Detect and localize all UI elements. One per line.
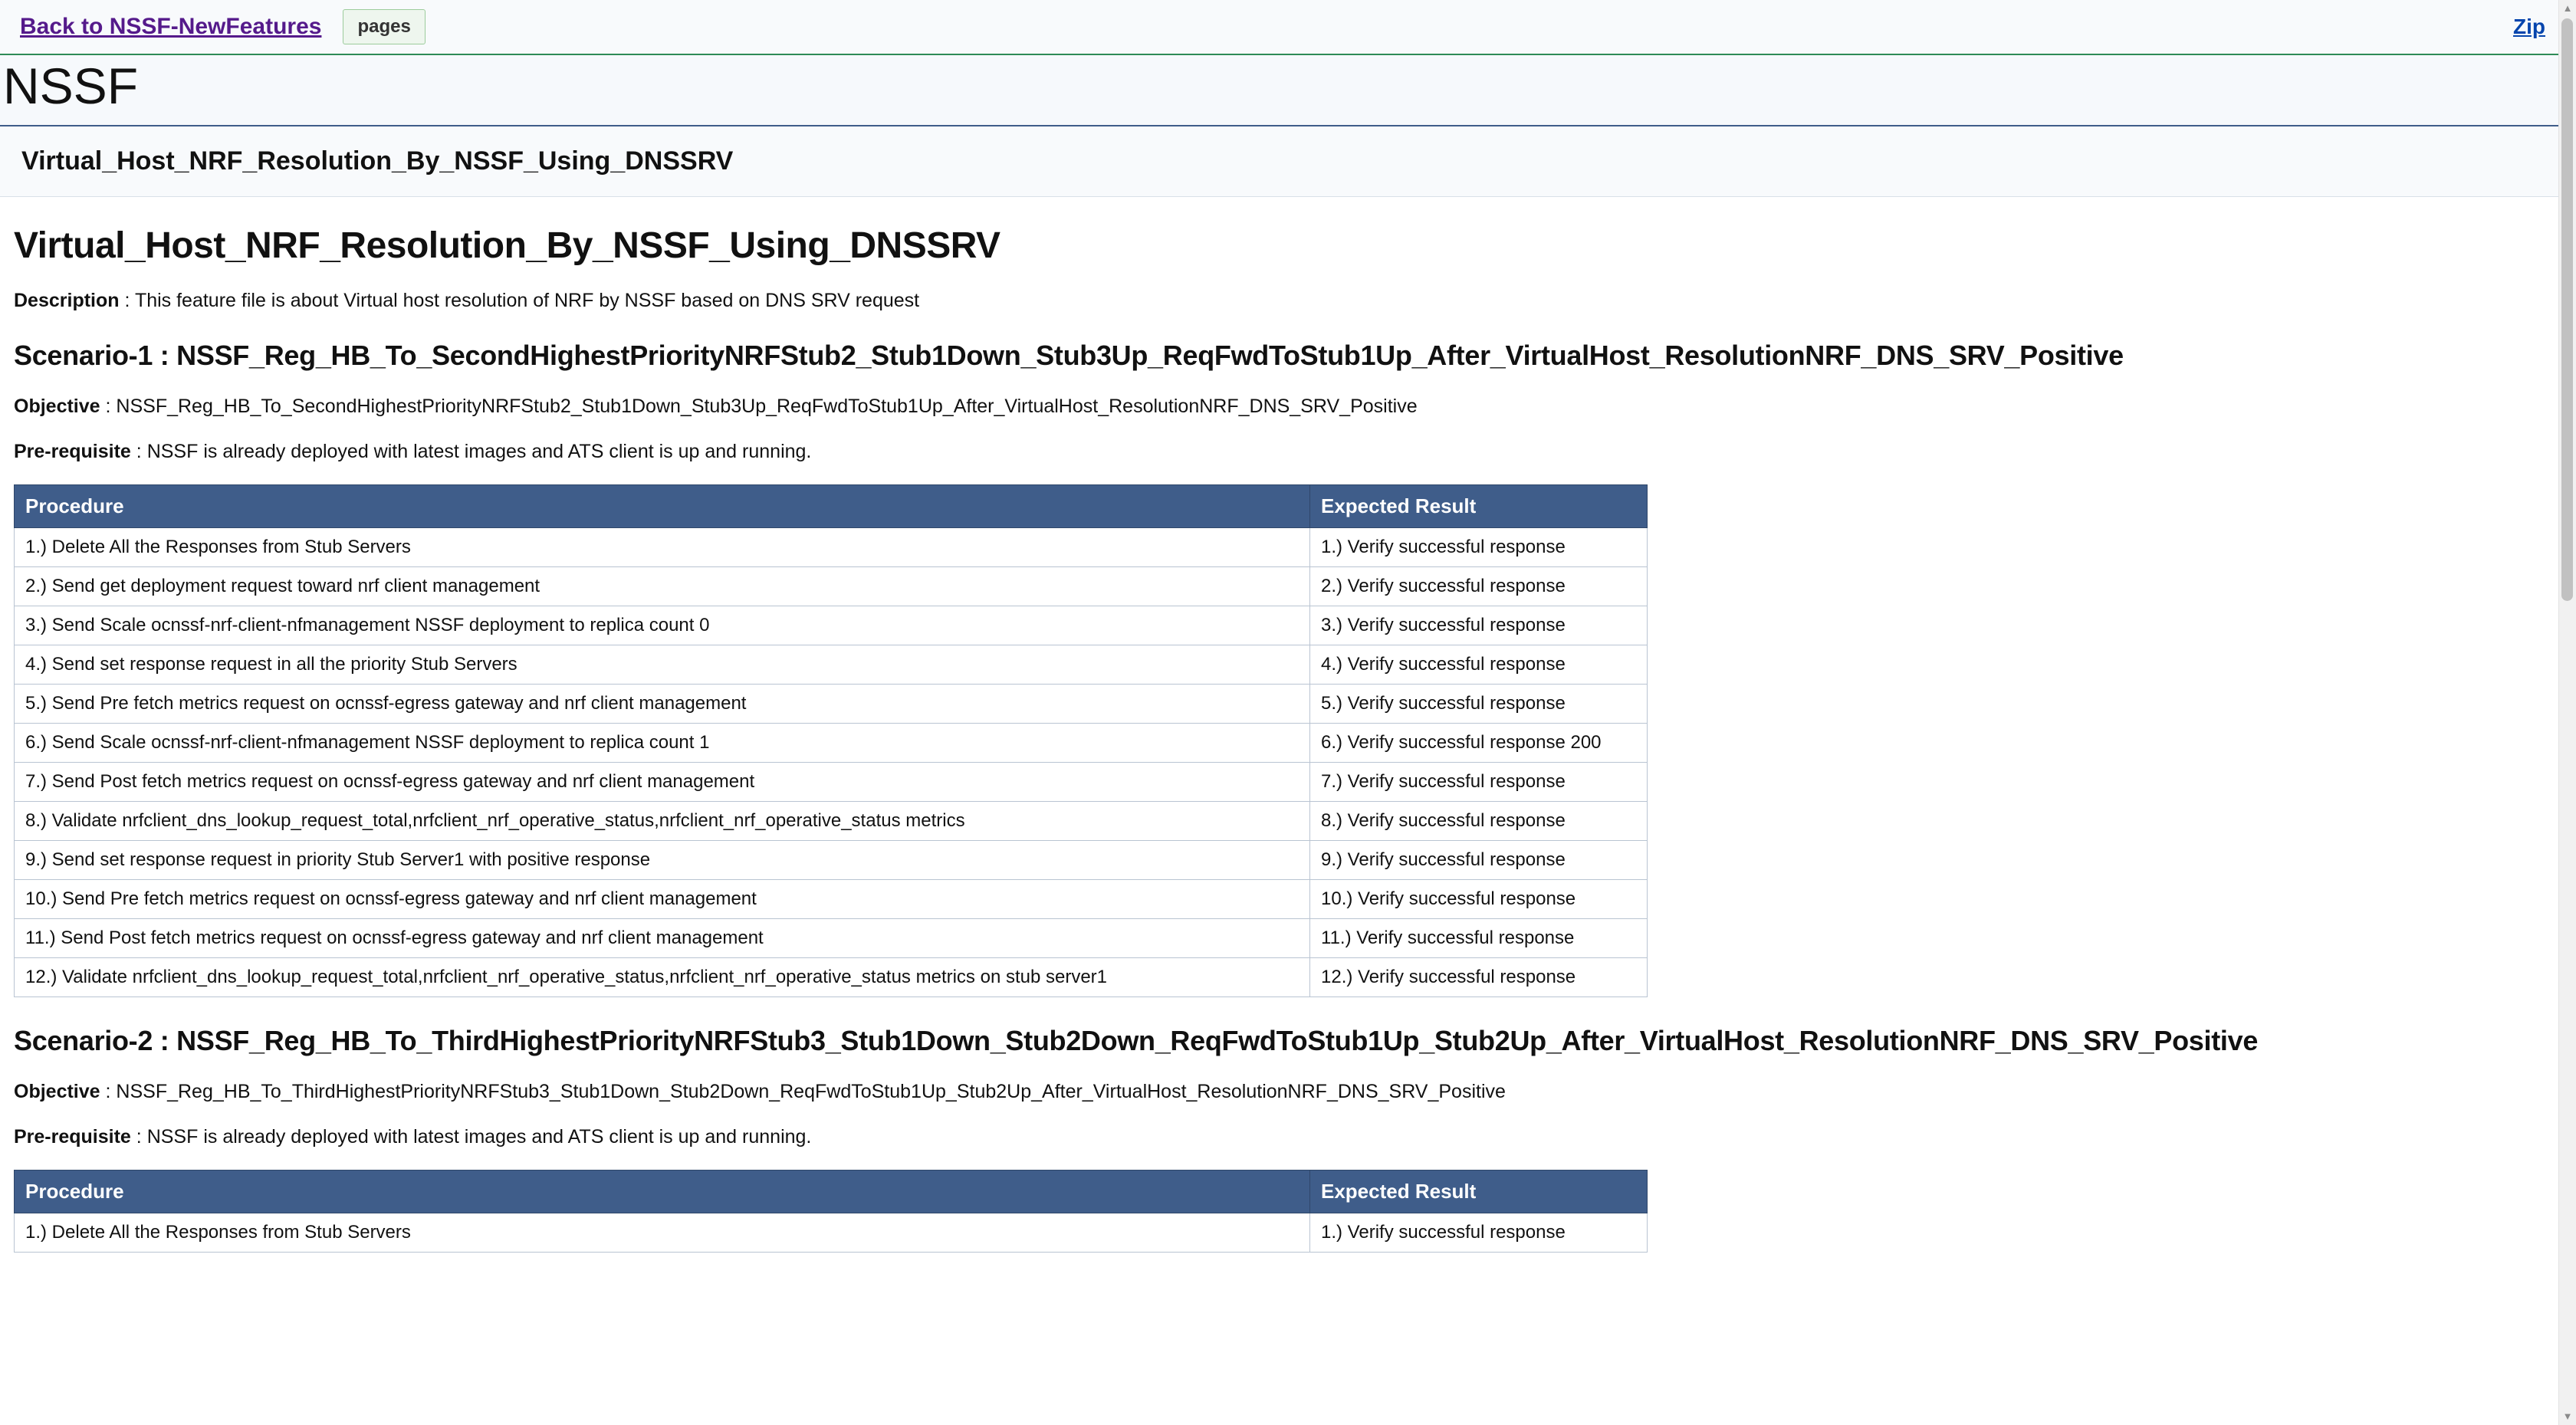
cell-procedure: 2.) Send get deployment request toward nrf client management <box>15 567 1310 606</box>
table-row <box>15 606 1648 645</box>
cell-procedure: 1.) Delete All the Responses from Stub Servers <box>15 528 1310 567</box>
table-row <box>15 763 1648 802</box>
scenario-1-table-body <box>15 528 1648 997</box>
cell-expected-result: 9.) Verify successful response <box>1310 841 1648 880</box>
objective-separator: : <box>105 396 111 418</box>
cell-procedure: 9.) Send set response request in priority Stub Server1 with positive response <box>15 841 1310 880</box>
table-row <box>15 528 1648 567</box>
cell-procedure: 6.) Send Scale ocnssf-nrf-client-nfmanagement NSSF deployment to replica count 1 <box>15 724 1310 763</box>
cell-expected-result: 11.) Verify successful response <box>1310 919 1648 958</box>
table-row <box>15 645 1648 685</box>
scenario-2-heading: Scenario-2 : NSSF_Reg_HB_To_ThirdHighestPriorityNRFStub3_Stub1Down_Stub2Down_ReqFwdToStub1Up_Stub2Up_After_VirtualHost_ResolutionNRF_DNS_SRV_Positive <box>14 1025 2259 1057</box>
cell-expected-result: 12.) Verify successful response <box>1310 958 1648 997</box>
table-row <box>15 802 1648 841</box>
scenario-1-heading: Scenario-1 : NSSF_Reg_HB_To_SecondHighestPriorityNRFStub2_Stub1Down_Stub3Up_ReqFwdToStub1Up_After_VirtualHost_ResolutionNRF_DNS_SRV_Positive <box>14 340 2124 372</box>
pages-tab[interactable]: pages <box>343 9 425 44</box>
description-text: This feature file is about Virtual host resolution of NRF by NSSF based on DNS SRV request <box>134 290 920 312</box>
document-content <box>0 197 2576 1253</box>
table-row <box>15 685 1648 724</box>
cell-procedure: 12.) Validate nrfclient_dns_lookup_request_total,nrfclient_nrf_operative_status,nrfclient_nrf_operative_status metrics on stub server1 <box>15 958 1310 997</box>
back-to-nssf-newfeatures-link[interactable]: Back to NSSF-NewFeatures <box>20 14 322 39</box>
objective-label: Objective <box>14 396 100 418</box>
feature-subheader-title: Virtual_Host_NRF_Resolution_By_NSSF_Using_DNSSRV <box>21 146 734 176</box>
table-row <box>15 1213 1648 1253</box>
cell-procedure: 1.) Delete All the Responses from Stub Servers <box>15 1213 1310 1253</box>
cell-expected-result: 1.) Verify successful response <box>1310 528 1648 567</box>
table-header-row <box>15 485 1648 528</box>
cell-procedure: 3.) Send Scale ocnssf-nrf-client-nfmanagement NSSF deployment to replica count 0 <box>15 606 1310 645</box>
scenario-2-procedure-table <box>14 1170 1648 1253</box>
table-row <box>15 724 1648 763</box>
prerequisite-separator: : <box>136 441 142 463</box>
objective-separator: : <box>105 1081 111 1103</box>
scenario-1-prerequisite-line <box>14 441 2553 463</box>
cell-procedure: 10.) Send Pre fetch metrics request on ocnssf-egress gateway and nrf client management <box>15 880 1310 919</box>
scenario-1-procedure-table <box>14 484 1648 997</box>
scenario-2-table-body <box>15 1213 1648 1253</box>
cell-procedure: 7.) Send Post fetch metrics request on ocnssf-egress gateway and nrf client management <box>15 763 1310 802</box>
scenario-2-objective-text: NSSF_Reg_HB_To_ThirdHighestPriorityNRFStub3_Stub1Down_Stub2Down_ReqFwdToStub1Up_Stub2Up_After_VirtualHost_ResolutionNRF_DNS_SRV_Positive <box>116 1081 1506 1103</box>
prerequisite-label: Pre-requisite <box>14 441 131 463</box>
objective-label: Objective <box>14 1081 100 1103</box>
column-header-expected-result: Expected Result <box>1310 485 1648 528</box>
site-title: NSSF <box>3 57 139 114</box>
description-line <box>14 290 2553 312</box>
scenario-2-objective-line <box>14 1081 2553 1103</box>
prerequisite-separator: : <box>136 1126 142 1148</box>
scenario-1-objective-text: NSSF_Reg_HB_To_SecondHighestPriorityNRFStub2_Stub1Down_Stub3Up_ReqFwdToStub1Up_After_VirtualHost_ResolutionNRF_DNS_SRV_Positive <box>116 396 1418 418</box>
cell-procedure: 5.) Send Pre fetch metrics request on ocnssf-egress gateway and nrf client management <box>15 685 1310 724</box>
description-label: Description <box>14 290 120 312</box>
scenario-1-objective-line <box>14 396 2553 418</box>
vertical-scrollbar[interactable] <box>2558 0 2576 1425</box>
column-header-procedure: Procedure <box>15 1171 1310 1213</box>
cell-expected-result: 7.) Verify successful response <box>1310 763 1648 802</box>
table-row <box>15 958 1648 997</box>
page-title: Virtual_Host_NRF_Resolution_By_NSSF_Using_DNSSRV <box>14 225 1001 267</box>
scroll-down-arrow-icon[interactable]: ▼ <box>2562 1410 2573 1422</box>
cell-expected-result: 10.) Verify successful response <box>1310 880 1648 919</box>
cell-expected-result: 3.) Verify successful response <box>1310 606 1648 645</box>
scroll-up-arrow-icon[interactable]: ▲ <box>2562 2 2573 14</box>
site-banner <box>0 55 2576 126</box>
cell-expected-result: 5.) Verify successful response <box>1310 685 1648 724</box>
table-row <box>15 841 1648 880</box>
cell-expected-result: 1.) Verify successful response <box>1310 1213 1648 1253</box>
prerequisite-label: Pre-requisite <box>14 1126 131 1148</box>
scenario-1-prerequisite-text: NSSF is already deployed with latest images and ATS client is up and running. <box>146 441 812 463</box>
table-row <box>15 919 1648 958</box>
scrollbar-thumb[interactable] <box>2561 18 2573 601</box>
feature-subheader <box>0 126 2576 197</box>
cell-procedure: 11.) Send Post fetch metrics request on ocnssf-egress gateway and nrf client management <box>15 919 1310 958</box>
cell-expected-result: 2.) Verify successful response <box>1310 567 1648 606</box>
scenario-2-prerequisite-text: NSSF is already deployed with latest images and ATS client is up and running. <box>146 1126 812 1148</box>
table-header-row <box>15 1171 1648 1213</box>
top-toolbar <box>0 0 2576 55</box>
cell-procedure: 4.) Send set response request in all the priority Stub Servers <box>15 645 1310 685</box>
cell-procedure: 8.) Validate nrfclient_dns_lookup_request_total,nrfclient_nrf_operative_status,nrfclient_nrf_operative_status metrics <box>15 802 1310 841</box>
scenario-2-prerequisite-line <box>14 1126 2553 1148</box>
table-row <box>15 880 1648 919</box>
description-separator: : <box>124 290 130 312</box>
cell-expected-result: 6.) Verify successful response 200 <box>1310 724 1648 763</box>
column-header-expected-result: Expected Result <box>1310 1171 1648 1213</box>
zip-download-link[interactable]: Zip <box>2513 15 2545 38</box>
table-row <box>15 567 1648 606</box>
cell-expected-result: 4.) Verify successful response <box>1310 645 1648 685</box>
cell-expected-result: 8.) Verify successful response <box>1310 802 1648 841</box>
column-header-procedure: Procedure <box>15 485 1310 528</box>
